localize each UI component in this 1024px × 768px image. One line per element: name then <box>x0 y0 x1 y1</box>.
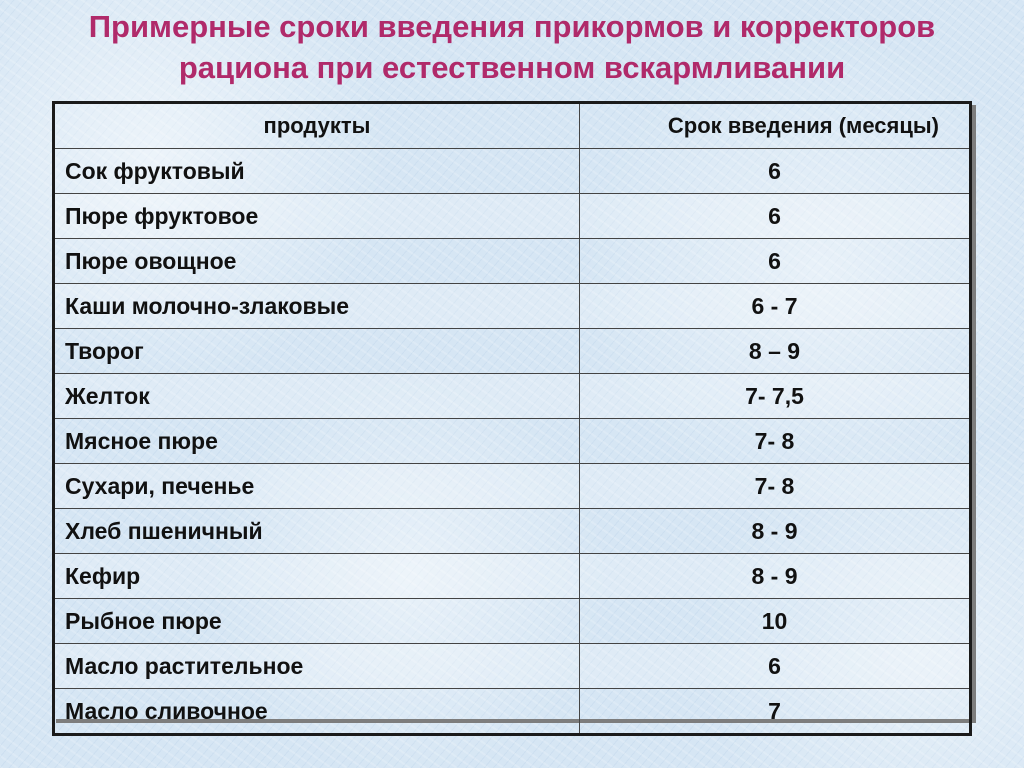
product-cell: Хлеб пшеничный <box>54 509 580 554</box>
introduction-term-cell: 8 - 9 <box>580 554 971 599</box>
product-cell: Сок фруктовый <box>54 149 580 194</box>
product-cell: Пюре овощное <box>54 239 580 284</box>
introduction-term-cell: 6 - 7 <box>580 284 971 329</box>
table-row <box>54 554 971 599</box>
table-header-row <box>54 103 971 149</box>
introduction-term-cell: 7- 7,5 <box>580 374 971 419</box>
product-cell: Каши молочно-злаковые <box>54 284 580 329</box>
table-row <box>54 599 971 644</box>
product-cell: Мясное пюре <box>54 419 580 464</box>
table-row <box>54 689 971 735</box>
introduction-term-cell: 6 <box>580 194 971 239</box>
table-row <box>54 329 971 374</box>
introduction-term-cell: 6 <box>580 149 971 194</box>
product-cell: Желток <box>54 374 580 419</box>
introduction-term-cell: 10 <box>580 599 971 644</box>
product-cell: Пюре фруктовое <box>54 194 580 239</box>
table-row <box>54 194 971 239</box>
table-row <box>54 509 971 554</box>
header-products: продукты <box>54 103 580 149</box>
table-row <box>54 239 971 284</box>
product-cell: Масло растительное <box>54 644 580 689</box>
slide-title-line-1: Примерные сроки введения прикормов и корректоров <box>88 9 936 44</box>
introduction-term-cell: 8 – 9 <box>580 329 971 374</box>
product-cell: Рыбное пюре <box>54 599 580 644</box>
feeding-schedule-table-container <box>52 101 972 724</box>
introduction-term-cell: 7 <box>580 689 971 735</box>
product-cell: Творог <box>54 329 580 374</box>
table-row <box>54 374 971 419</box>
header-introduction-term: Срок введения (месяцы) <box>580 103 971 149</box>
table-row <box>54 644 971 689</box>
slide-title <box>0 6 1024 88</box>
table-row <box>54 284 971 329</box>
product-cell: Сухари, печенье <box>54 464 580 509</box>
product-cell: Кефир <box>54 554 580 599</box>
introduction-term-cell: 7- 8 <box>580 464 971 509</box>
introduction-term-cell: 7- 8 <box>580 419 971 464</box>
table-row <box>54 149 971 194</box>
slide-title-line-2: рациона при естественном вскармливании <box>178 50 846 85</box>
product-cell: Масло сливочное <box>54 689 580 735</box>
introduction-term-cell: 6 <box>580 644 971 689</box>
feeding-schedule-table <box>52 101 972 736</box>
introduction-term-cell: 6 <box>580 239 971 284</box>
table-row <box>54 464 971 509</box>
table-row <box>54 419 971 464</box>
introduction-term-cell: 8 - 9 <box>580 509 971 554</box>
